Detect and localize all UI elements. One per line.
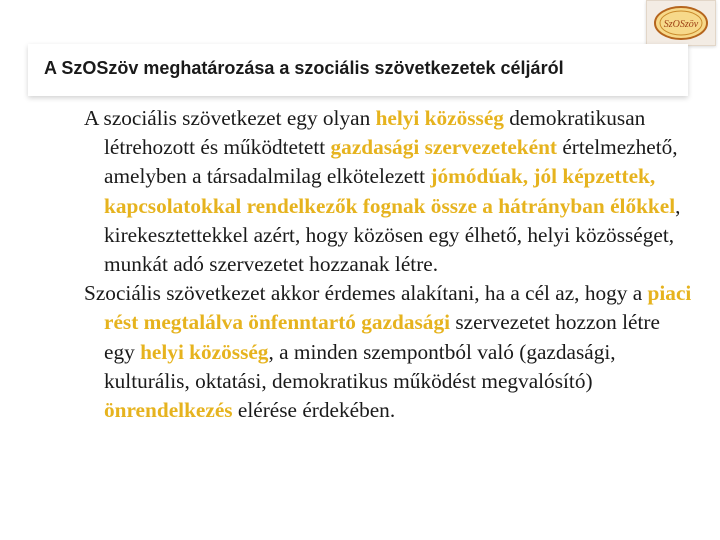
paragraph <box>84 279 694 425</box>
paragraph-text: A szociális szövetkezet egy olyan <box>84 106 376 130</box>
highlighted-phrase: jómódúak, jól képzettek, kapcsolatokkal rendelkezők fognak össze a hátrányban élőkkel <box>104 164 676 218</box>
logo-text: SzOSzöv <box>663 19 699 30</box>
slide-title: A SzOSzöv meghatározása a szociális szövetkezetek céljáról <box>44 58 564 78</box>
paragraph-text: elérése érdekében. <box>232 398 396 423</box>
logo-emblem-icon <box>652 4 710 42</box>
paragraph-text: szervezetet hozzon létre egy <box>104 310 660 364</box>
highlighted-phrase: gazdasági szervezeteként <box>330 135 558 160</box>
paragraph-text: demokratikusan létrehozott és működtetett <box>104 106 646 160</box>
paragraph <box>84 104 694 279</box>
paragraph-text: , kirekesztettekkel azért, hogy közösen egy élhető, helyi közösséget, munkát adó szervezetet hozzanak létre. <box>104 193 681 277</box>
highlighted-phrase: piaci rést megtalálva önfenntartó gazdasági <box>104 281 692 335</box>
paragraph-text: Szociális szövetkezet akkor érdemes alakítani, ha a cél az, hogy a <box>84 281 648 306</box>
logo <box>646 0 716 46</box>
highlighted-phrase: önrendelkezés <box>104 398 233 423</box>
highlighted-phrase: helyi közösség <box>375 106 504 130</box>
highlighted-phrase: helyi közösség <box>140 339 269 364</box>
paragraph-text: , a minden szempontból való (gazdasági, kulturális, oktatási, demokratikus működést megvalósító) <box>104 339 616 393</box>
body-text <box>84 104 694 425</box>
paragraph-text: értelmezhető, amelyben a társadalmilag elkötelezett <box>104 135 678 189</box>
